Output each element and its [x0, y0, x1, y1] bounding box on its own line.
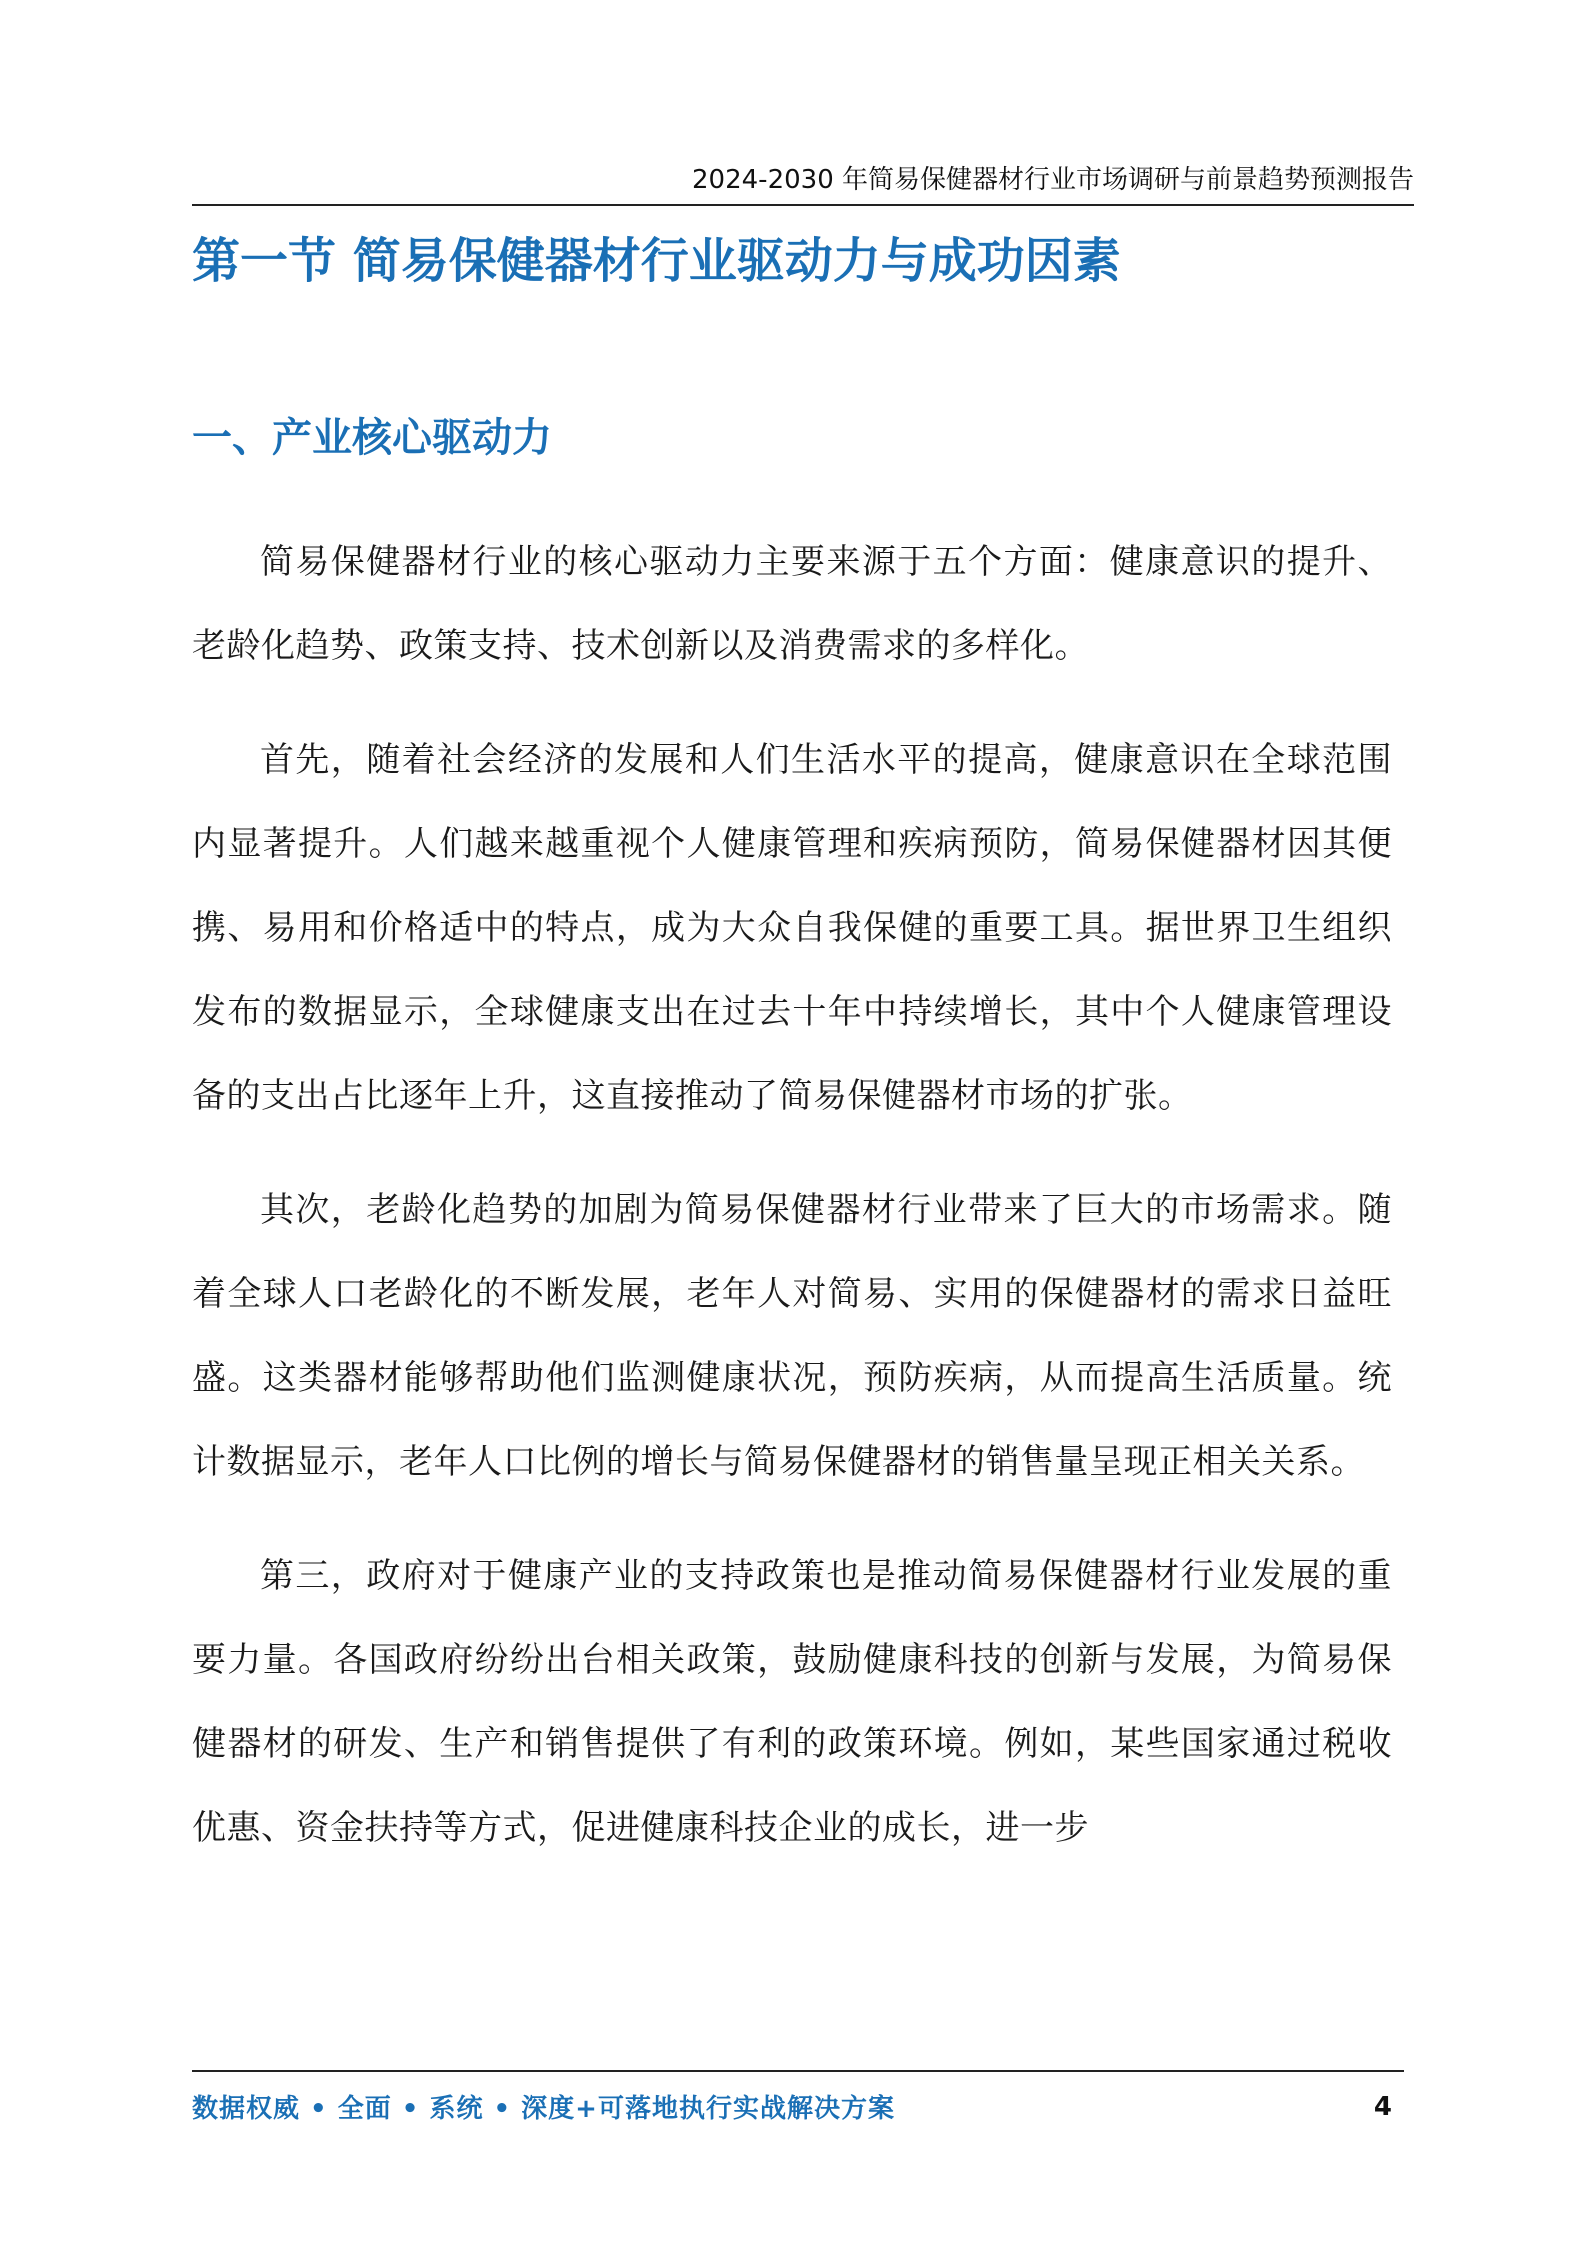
paragraph-intro: 简易保健器材行业的核心驱动力主要来源于五个方面：健康意识的提升、老龄化趋势、政策支持、技术创新以及消费需求的多样化。 — [192, 542, 1392, 666]
page-footer — [192, 2070, 1404, 2125]
section-title: 第一节 简易保健器材行业驱动力与成功因素 — [192, 233, 1121, 289]
footer-slogan: 数据权威 • 全面 • 系统 • 深度+可落地执行实战解决方案 — [192, 2094, 895, 2124]
page-header: 2024-2030 年简易保健器材行业市场调研与前景趋势预测报告 — [192, 160, 1414, 206]
paragraph-health-awareness: 首先，随着社会经济的发展和人们生活水平的提高，健康意识在全球范围内显著提升。人们越来越重视个人健康管理和疾病预防，简易保健器材因其便携、易用和价格适中的特点，成为大众自我保健的重要工具。据世界卫生组织发布的数据显示，全球健康支出在过去十年中持续增长，其中个人健康管理设备的支出占比逐年上升，这直接推动了简易保健器材市场的扩张。 — [192, 740, 1392, 1116]
subsection-title: 一、产业核心驱动力 — [192, 415, 552, 461]
paragraph-policy-support: 第三，政府对于健康产业的支持政策也是推动简易保健器材行业发展的重要力量。各国政府纷纷出台相关政策，鼓励健康科技的创新与发展，为简易保健器材的研发、生产和销售提供了有利的政策环境。例如，某些国家通过税收优惠、资金扶持等方式，促进健康科技企业的成长，进一步 — [192, 1556, 1392, 1848]
page-number: 4 — [1373, 2091, 1392, 2122]
body-text — [192, 520, 1392, 1900]
paragraph-aging-trend: 其次，老龄化趋势的加剧为简易保健器材行业带来了巨大的市场需求。随着全球人口老龄化的不断发展，老年人对简易、实用的保健器材的需求日益旺盛。这类器材能够帮助他们监测健康状况，预防疾病，从而提高生活质量。统计数据显示，老年人口比例的增长与简易保健器材的销售量呈现正相关关系。 — [192, 1190, 1392, 1482]
